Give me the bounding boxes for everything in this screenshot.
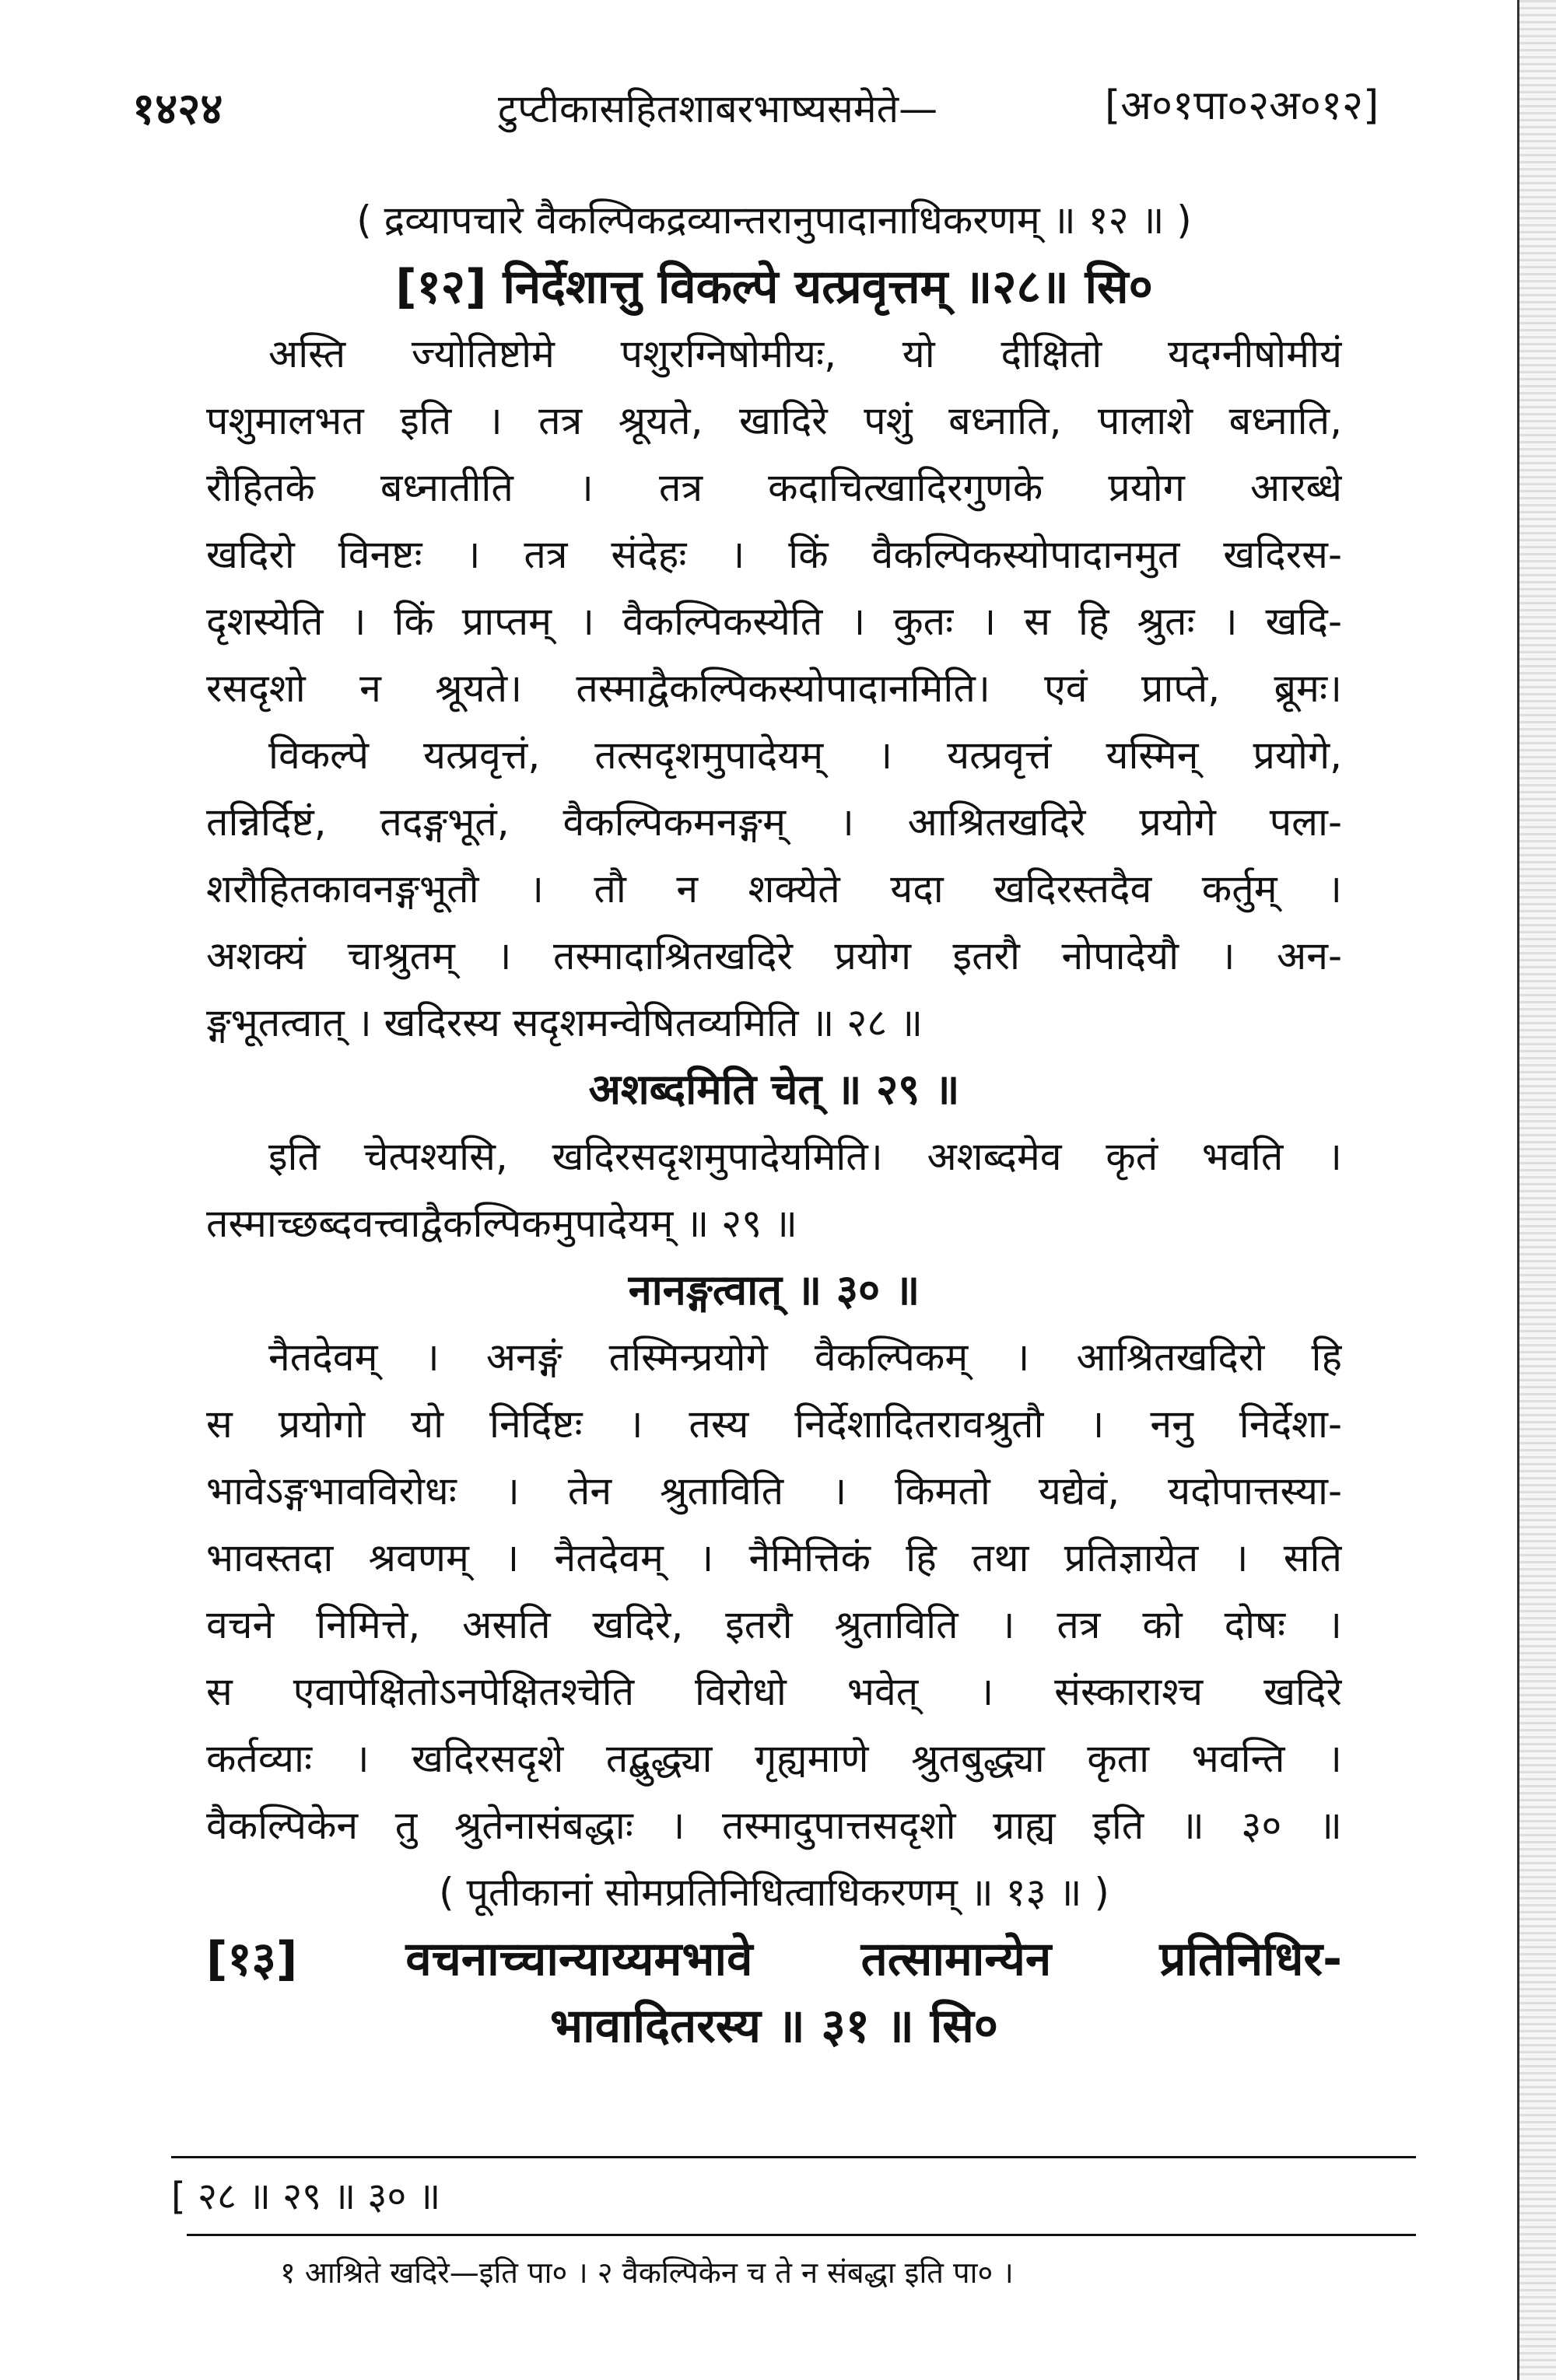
text-line: अशक्यं चाश्रुतम् । तस्मादाश्रितखदिरे प्रयोग इतरौ नोपादेयौ । अन- (206, 933, 1342, 978)
text-line: दृशस्येति । किं प्राप्तम् । वैकल्पिकस्येति । कुतः । स हि श्रुतः । खदि- (206, 599, 1342, 644)
text-line: वैकल्पिकेन तु श्रुतेनासंबद्धाः । तस्मादुपात्तसदृशो ग्राह्य इति ॥ ३० ॥ (206, 1803, 1342, 1848)
text-line: शरौहितकावनङ्गभूतौ । तौ न शक्येते यदा खदिरस्तदैव कर्तुम् । (206, 866, 1342, 912)
text-line: खदिरो विनष्टः । तत्र संदेहः । किं वैकल्पिकस्योपादानमुत खदिरस- (206, 532, 1342, 577)
text-line: [१३] वचनाच्चान्याय्यमभावे तत्सामान्येन प्रतिनिधिर- (206, 1932, 1342, 1986)
text-line: तन्निर्दिष्टं, तदङ्गभूतं, वैकल्पिकमनङ्गम् । आश्रितखदिरे प्रयोगे पला- (206, 800, 1342, 845)
text-line: इति चेत्पश्यसि, खदिरसदृशमुपादेयमिति। अशब्दमेव कृतं भवति । (268, 1134, 1342, 1179)
text-line: भावेऽङ्गभावविरोधः । तेन श्रुताविति । किमतो यद्येवं, यदोपात्तस्या- (206, 1468, 1342, 1514)
text-line: तस्माच्छब्दवत्त्वाद्वैकल्पिकमुपादेयम् ॥ २९ ॥ (206, 1201, 797, 1246)
footnote: १ आश्रिते खदिरे—इति पा० । २ वैकल्पिकेन च ते न संबद्धा इति पा० । (280, 2256, 1014, 2290)
bottom-rule (171, 2156, 1416, 2158)
text-line: नानङ्गत्वात् ॥ ३० ॥ (628, 1265, 920, 1314)
text-line: वचने निमित्ते, असति खदिरे, इतरौ श्रुताविति । तत्र को दोषः । (206, 1602, 1342, 1647)
text-line: रसदृशो न श्रूयते। तस्माद्वैकल्पिकस्योपादानमिति। एवं प्राप्ते, ब्रूमः। (206, 666, 1342, 711)
sutra-reference: [ २८ ॥ २९ ॥ ३० ॥ (171, 2175, 441, 2218)
text-line: अशब्दमिति चेत् ॥ २९ ॥ (588, 1065, 960, 1114)
text-line: [१२] निर्देशात्तु विकल्पे यत्प्रवृत्तम् ॥२८॥ सि० (395, 260, 1153, 314)
text-line: ङ्गभूतत्वात् । खदिरस्य सदृशमन्वेषितव्यमिति ॥ २८ ॥ (206, 1000, 923, 1045)
text-line: ( द्रव्यापचारे वैकल्पिकद्रव्यान्तरानुपादानाधिकरणम् ॥ १२ ॥ ) (356, 198, 1192, 243)
page-header (132, 54, 1393, 140)
footnote-rule (187, 2234, 1416, 2236)
text-line: पशुमालभत इति । तत्र श्रूयते, खादिरे पशुं बध्नाति, पालाशे बध्नाति, (206, 398, 1342, 443)
text-line: अस्ति ज्योतिष्टोमे पशुरग्निषोमीयः, यो दीक्षितो यदग्नीषोमीयं (268, 331, 1342, 376)
text-line: ( पूतीकानां सोमप्रतिनिधित्वाधिकरणम् ॥ १३ ॥ ) (439, 1870, 1109, 1915)
running-title: टुप्टीकासहितशाबरभाष्यसमेते— (498, 86, 938, 131)
text-line: भावस्तदा श्रवणम् । नैतदेवम् । नैमित्तिकं हि तथा प्रतिज्ञायेत । सति (206, 1535, 1342, 1580)
section-reference: [अ०१पा०२अ०१२] (1105, 82, 1379, 129)
text-line: नैतदेवम् । अनङ्गं तस्मिन्प्रयोगे वैकल्पिकम् । आश्रितखदिरो हि (268, 1335, 1342, 1380)
text-line: स प्रयोगो यो निर्दिष्टः । तस्य निर्देशादितरावश्रुतौ । ननु निर्देशा- (206, 1402, 1342, 1447)
text-line: भावादितरस्य ॥ ३१ ॥ सि० (549, 1999, 999, 2053)
text-line: स एवापेक्षितोऽनपेक्षितश्चेति विरोधो भवेत् । संस्काराश्च खदिरे (206, 1669, 1342, 1714)
body-text (206, 187, 1342, 2060)
page-number: १४२४ (132, 84, 223, 135)
text-line: विकल्पे यत्प्रवृत्तं, तत्सदृशमुपादेयम् । यत्प्रवृत्तं यस्मिन् प्रयोगे, (268, 733, 1342, 778)
page-edge (1517, 0, 1556, 2380)
text-line: रौहितके बध्नातीति । तत्र कदाचित्खादिरगुणके प्रयोग आरब्धे (206, 465, 1342, 510)
text-line: कर्तव्याः । खदिरसदृशे तद्बुद्ध्या गृह्यमाणे श्रुतबुद्ध्या कृता भवन्ति । (206, 1736, 1342, 1781)
